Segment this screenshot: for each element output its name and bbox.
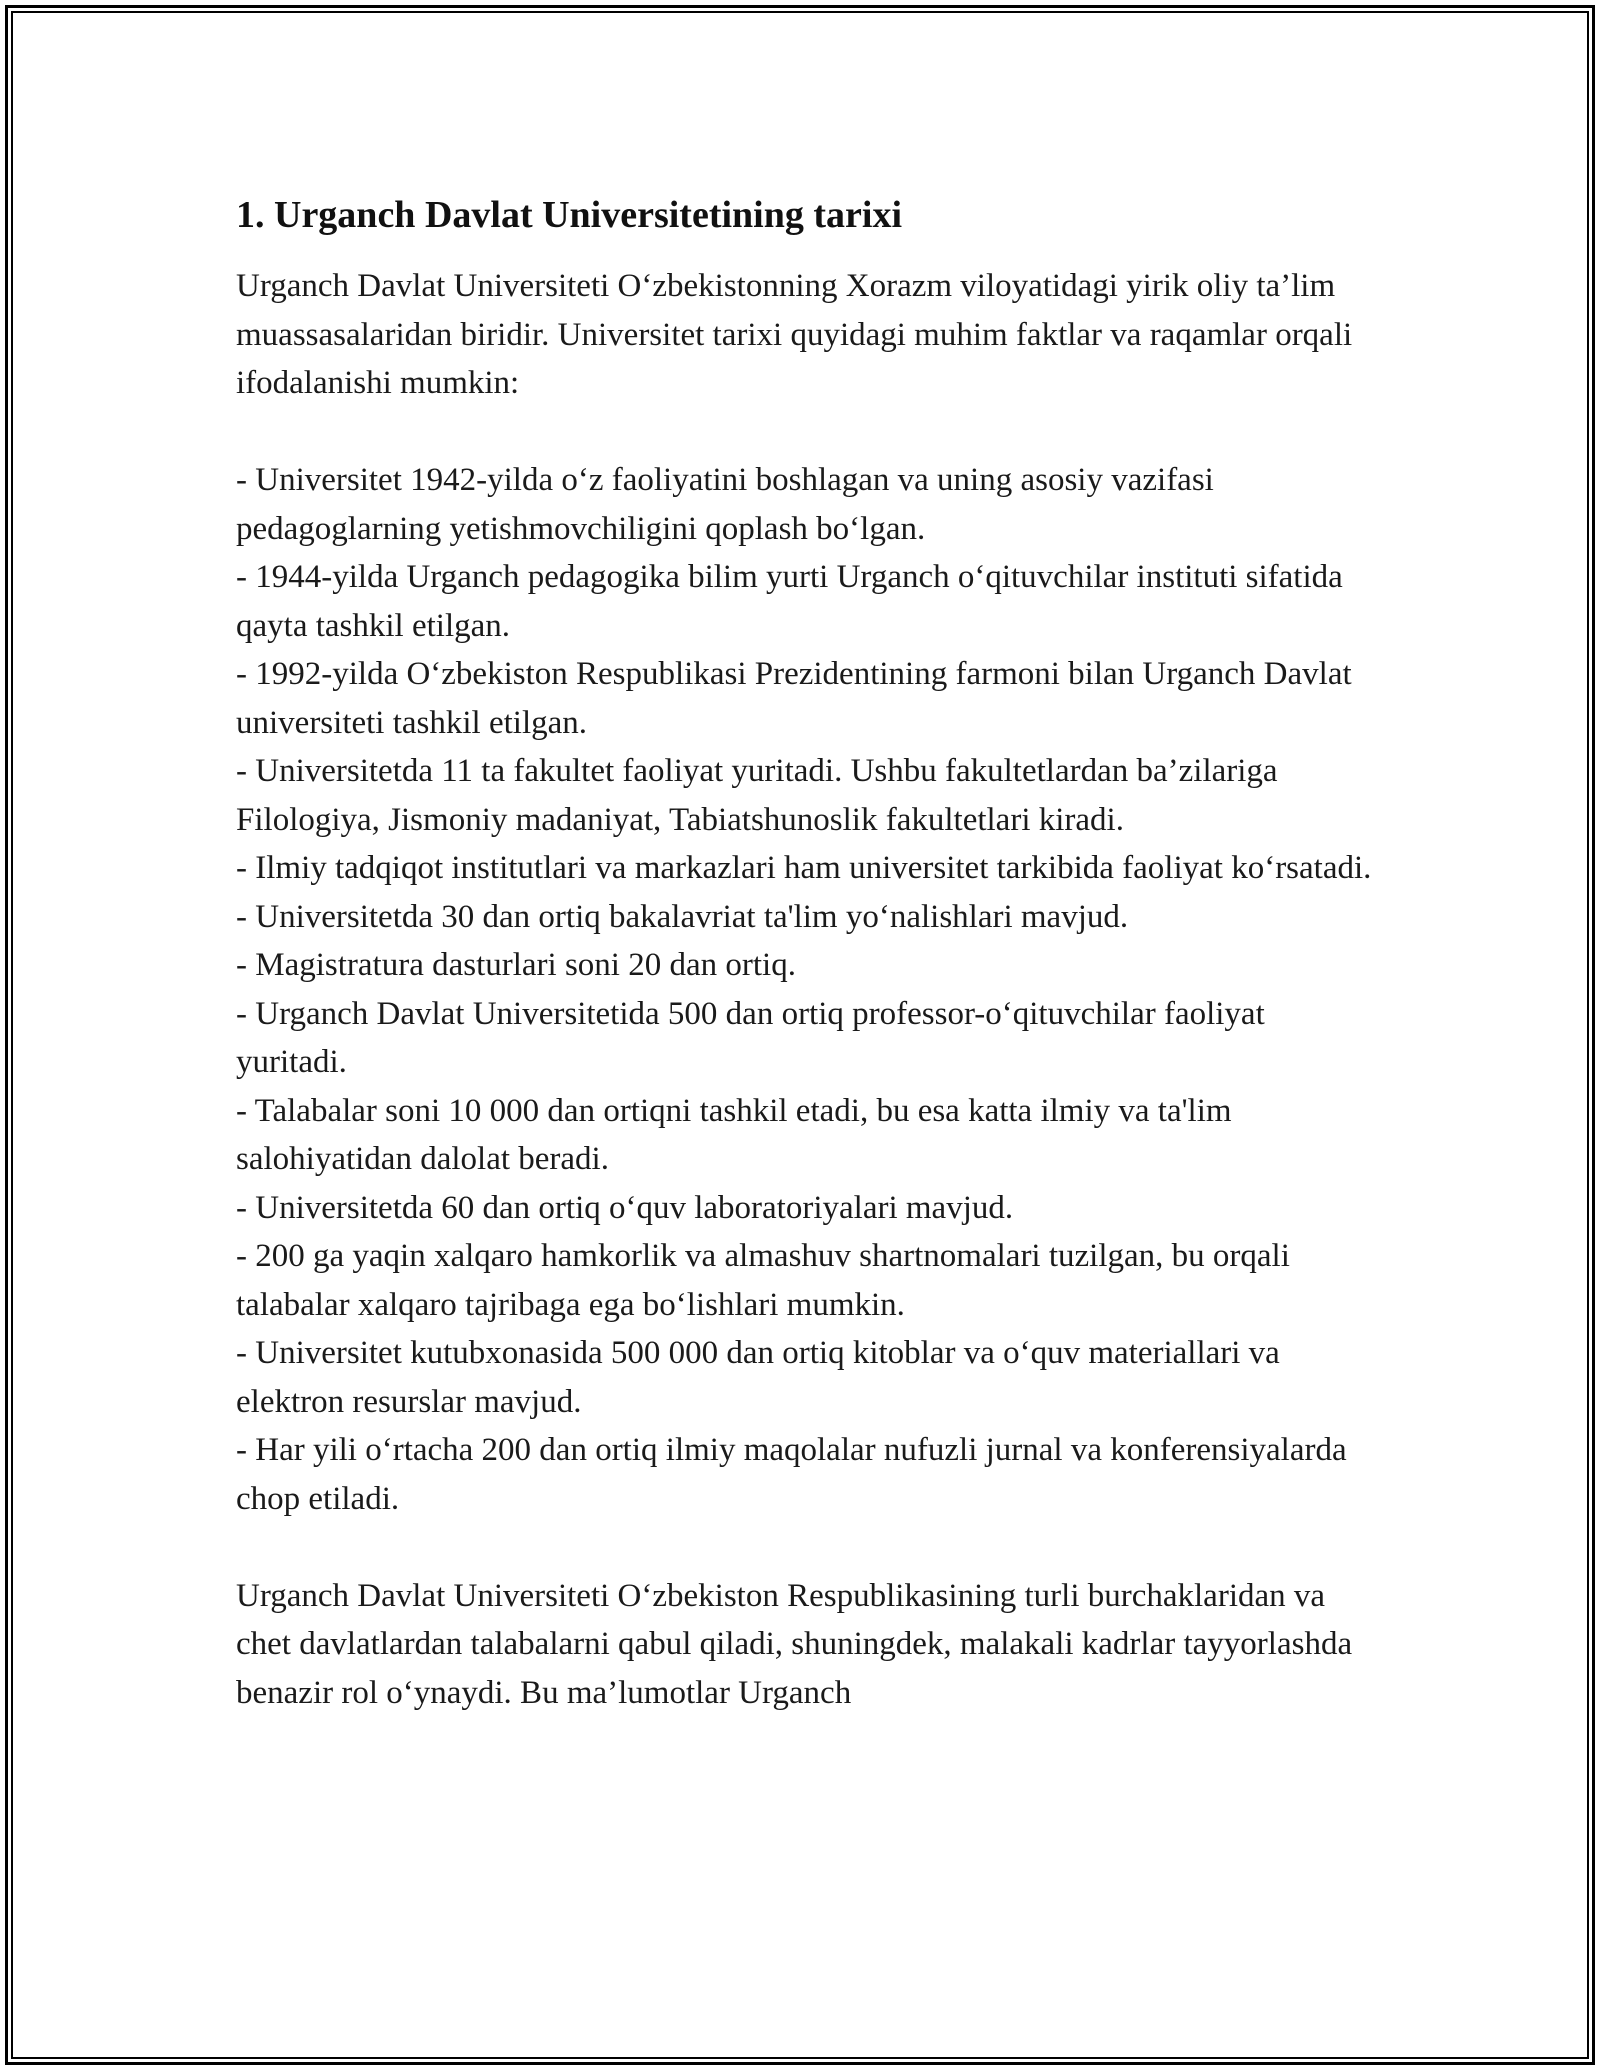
closing-paragraph: Urganch Davlat Universiteti O‘zbekiston Respublikasining turli burchaklaridan va chet davlatlardan talabalarni qabul qiladi, shuningdek, malakali kadrlar tayyorlashda benazir rol o‘ynaydi. Bu ma’lumotlar Urganch bbox=[236, 1577, 1353, 1711]
list-item: - Universitetda 30 dan ortiq bakalavriat ta'lim yo‘nalishlari mavjud. bbox=[236, 898, 1129, 935]
list-item: - Ilmiy tadqiqot institutlari va markazlari ham universitet tarkibida faoliyat ko‘rsatadi. bbox=[236, 850, 1372, 886]
list-item: - Universitetda 60 dan ortiq o‘quv laboratoriyalari mavjud. bbox=[236, 1189, 1014, 1226]
facts-list bbox=[236, 456, 1376, 1523]
list-item: - Magistratura dasturlari soni 20 dan ortiq. bbox=[236, 947, 796, 983]
list-item: - Universitetda 11 ta fakultet faoliyat yuritadi. Ushbu fakultetlardan ba’zilariga Filologiya, Jismoniy madaniyat, Tabiatshunoslik fakultetlari kiradi. bbox=[236, 753, 1278, 838]
list-item: - Har yili o‘rtacha 200 dan ortiq ilmiy maqolalar nufuzli jurnal va konferensiyalarda chop etiladi. bbox=[236, 1432, 1347, 1517]
list-item: - Talabalar soni 10 000 dan ortiqni tashkil etadi, bu esa katta ilmiy va ta'lim salohiyatidan dalolat beradi. bbox=[236, 1092, 1232, 1177]
list-item: - 1944-yilda Urganch pedagogika bilim yurti Urganch o‘qituvchilar instituti sifatida qayta tashkil etilgan. bbox=[236, 559, 1343, 644]
intro-paragraph: Urganch Davlat Universiteti O‘zbekistonning Xorazm viloyatidagi yirik oliy ta’lim muassasalaridan biridir. Universitet tarixi quyidagi muhim faktlar va raqamlar orqali ifodalanishi mumkin: bbox=[236, 268, 1353, 401]
list-item: - Universitet kutubxonasida 500 000 dan ortiq kitoblar va o‘quv materiallari va elektron resurslar mavjud. bbox=[236, 1335, 1280, 1420]
section-heading: 1. Urganch Davlat Universitetining tarixi bbox=[236, 194, 903, 236]
list-item: - Universitet 1942-yilda o‘z faoliyatini boshlagan va uning asosiy vazifasi pedagoglarning yetishmovchiligini qoplash bo‘lgan. bbox=[236, 462, 1214, 547]
document-body bbox=[236, 190, 1376, 1717]
list-item: - 1992-yilda O‘zbekiston Respublikasi Prezidentining farmoni bilan Urganch Davlat universiteti tashkil etilgan. bbox=[236, 656, 1352, 741]
list-item: - 200 ga yaqin xalqaro hamkorlik va almashuv shartnomalari tuzilgan, bu orqali talabalar xalqaro tajribaga ega bo‘lishlari mumkin. bbox=[236, 1238, 1290, 1323]
list-item: - Urganch Davlat Universitetida 500 dan ortiq professor-o‘qituvchilar faoliyat yuritadi. bbox=[236, 995, 1265, 1080]
